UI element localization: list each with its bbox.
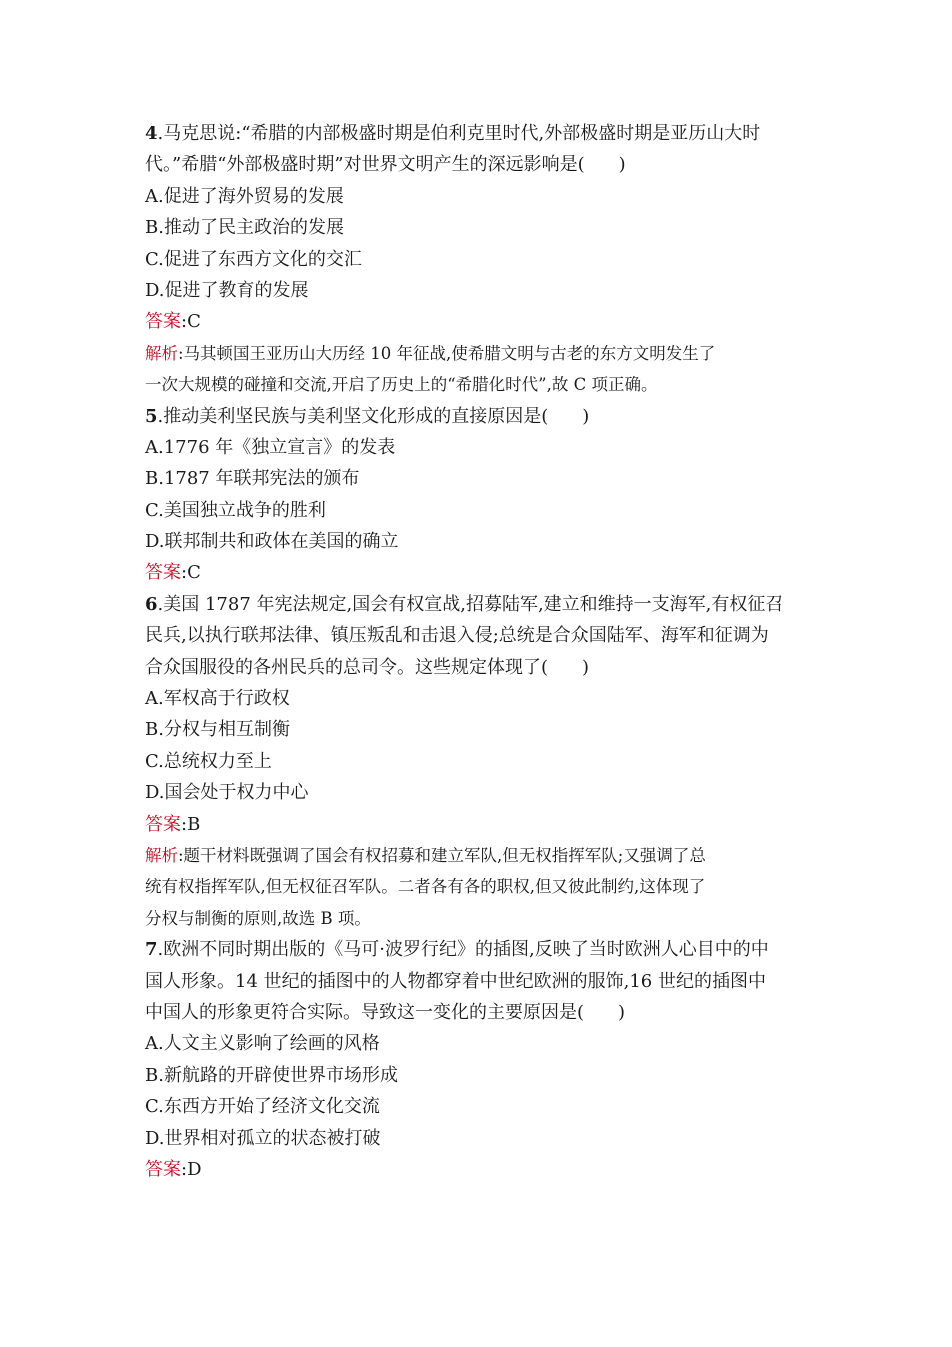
- answer-label: 答案: [145, 1158, 181, 1180]
- question-number: 4: [145, 123, 158, 144]
- option-a: A.军权高于行政权: [145, 688, 290, 710]
- answer-line: [145, 557, 815, 588]
- question-stem-line: 中国人的形象更符合实际。导致这一变化的主要原因是( ): [145, 1001, 626, 1023]
- analysis-line: 分权与制衡的原则,故选 B 项。: [145, 908, 371, 928]
- option-d: D.联邦制共和政体在美国的确立: [145, 531, 399, 553]
- option-b: B.1787 年联邦宪法的颁布: [145, 468, 360, 490]
- question-number: 5: [145, 405, 158, 427]
- answer-value: :D: [181, 1158, 202, 1180]
- option-a: A.促进了海外贸易的发展: [145, 185, 344, 207]
- question-stem-line: 民兵,以执行联邦法律、镇压叛乱和击退入侵;总统是合众国陆军、海军和征调为: [145, 625, 769, 647]
- option-d: D.国会处于权力中心: [145, 782, 309, 804]
- answer-label: 答案: [145, 813, 181, 835]
- analysis-label: 解析: [145, 845, 178, 865]
- option-b: B.分权与相互制衡: [145, 719, 290, 741]
- analysis-line: 解析:马其顿国王亚历山大历经 10 年征战,使希腊文明与古老的东方文明发生了: [145, 343, 716, 363]
- option-b: B.推动了民主政治的发展: [145, 217, 344, 239]
- question-stem-line: 国人形象。14 世纪的插图中的人物都穿着中世纪欧洲的服饰,16 世纪的插图中: [145, 970, 766, 992]
- answer-value: :C: [181, 562, 201, 584]
- answer-value: :C: [181, 311, 201, 333]
- option-d: D.促进了教育的发展: [145, 279, 309, 301]
- option-c: C.总统权力至上: [145, 750, 272, 772]
- question-4: [145, 118, 815, 401]
- question-stem-line: 6.美国 1787 年宪法规定,国会有权宣战,招募陆军,建立和维持一支海军,有权征召: [145, 593, 784, 615]
- answer-line: [145, 1154, 815, 1185]
- question-stem-line: 合众国服役的各州民兵的总司令。这些规定体现了( ): [145, 656, 590, 678]
- question-stem-line: 4.马克思说:“希腊的内部极盛时期是伯利克里时代,外部极盛时期是亚历山大时: [145, 123, 761, 144]
- answer-line: [145, 306, 815, 337]
- option-c: C.美国独立战争的胜利: [145, 499, 326, 521]
- question-stem-line: 7.欧洲不同时期出版的《马可·波罗行纪》的插图,反映了当时欧洲人心目中的中: [145, 939, 769, 961]
- analysis-line: 一次大规模的碰撞和交流,开启了历史上的“希腊化时代”,故 C 项正确。: [145, 375, 658, 395]
- option-b: B.新航路的开辟使世界市场形成: [145, 1064, 398, 1086]
- option-c: C.东西方开始了经济文化交流: [145, 1096, 380, 1118]
- question-number: 7: [145, 939, 158, 961]
- answer-label: 答案: [145, 562, 181, 584]
- option-c: C.促进了东西方文化的交汇: [145, 248, 362, 270]
- analysis-label: 解析: [145, 343, 178, 363]
- exam-page: [145, 118, 815, 1185]
- question-number: 6: [145, 593, 158, 615]
- answer-line: [145, 809, 815, 840]
- answer-label: 答案: [145, 311, 181, 333]
- analysis-line: 统有权指挥军队,但无权征召军队。二者各有各的职权,但又彼此制约,这体现了: [145, 877, 706, 897]
- question-stem-line: 5.推动美利坚民族与美利坚文化形成的直接原因是( ): [145, 405, 590, 427]
- analysis-line: 解析:题干材料既强调了国会有权招募和建立军队,但无权指挥军队;又强调了总: [145, 845, 706, 865]
- option-a: A.人文主义影响了绘画的风格: [145, 1033, 380, 1055]
- question-5: [145, 401, 815, 589]
- question-6: [145, 589, 815, 934]
- question-7: [145, 934, 815, 1185]
- option-a: A.1776 年《独立宣言》的发表: [145, 436, 396, 458]
- option-d: D.世界相对孤立的状态被打破: [145, 1127, 381, 1149]
- answer-value: :B: [181, 813, 201, 835]
- question-stem-line: 代。”希腊“外部极盛时期”对世界文明产生的深远影响是( ): [145, 154, 626, 176]
